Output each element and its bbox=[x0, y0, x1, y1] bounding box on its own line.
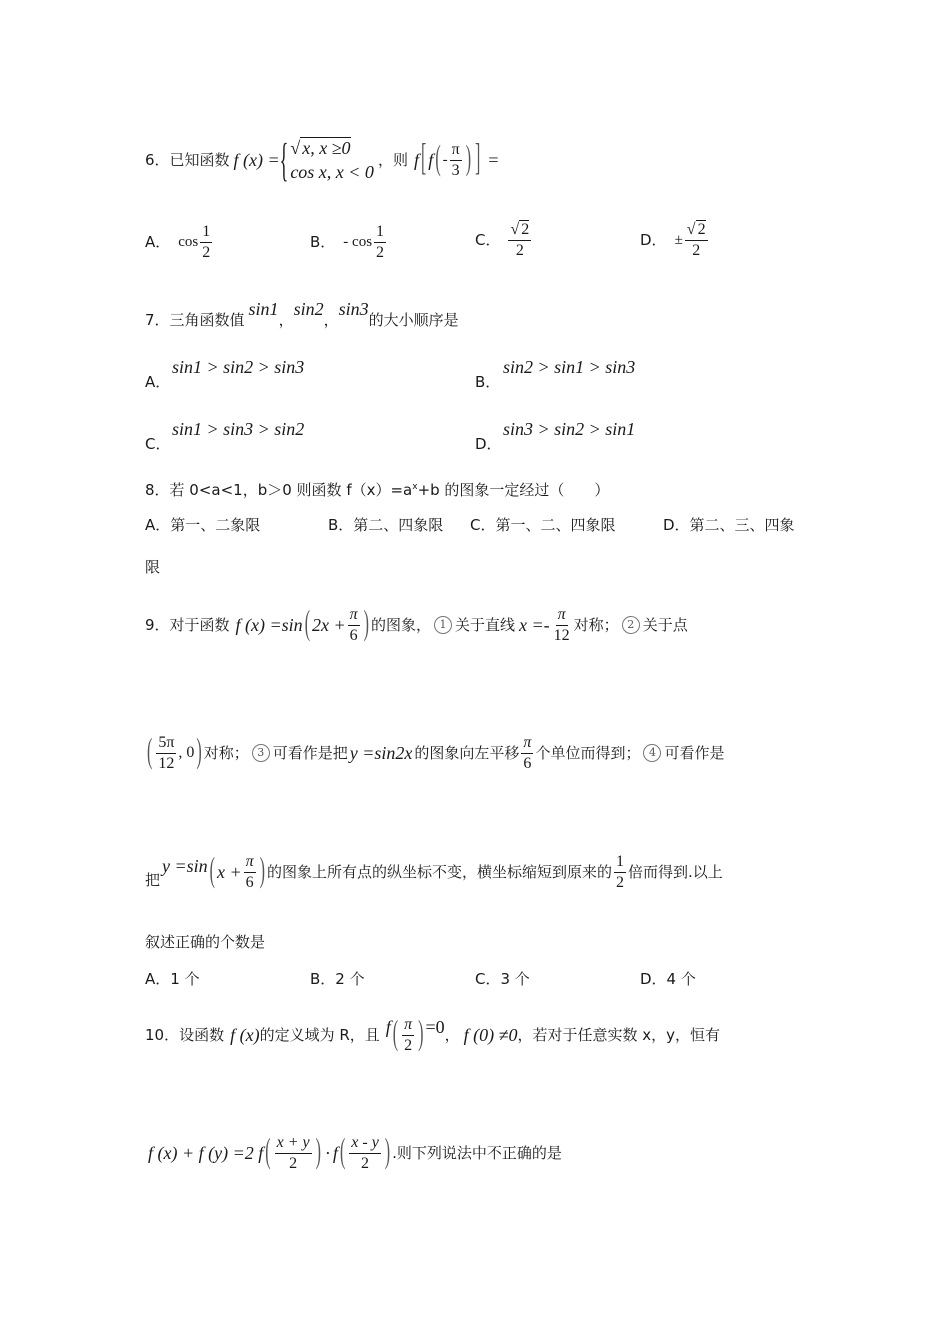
q9-line1: 9．对于函数 f (x) =sin ( 2x + $\frac{\pi}{6}$ ) 的图象， 1 关于直线 x =- $\frac{\pi}{12}$ 对称； 2 关于点 bbox=[145, 605, 688, 644]
q6-cases: √ x, x ≥0 cos x, x < 0 bbox=[290, 136, 374, 185]
q6-f-inner: f bbox=[428, 150, 434, 170]
q6-option-a[interactable]: A． cos $\frac{1}{2}$ bbox=[145, 222, 211, 261]
q9-line4: 叙述正确的个数是 bbox=[145, 933, 266, 951]
q6-stem: 6．已知函数 f (x) = { √ x, x ≥0 cos x, x < 0 ，则 f [ f ( - $\frac{\pi}{3}$ ) ] = bbox=[145, 134, 499, 186]
q6-f-outer: f bbox=[413, 150, 419, 170]
circled-2: 2 bbox=[622, 616, 640, 634]
q6-minus: - bbox=[442, 151, 448, 168]
q6-mid: ，则 bbox=[377, 150, 408, 169]
q10-line1: 10．设函数 f (x) 的定义域为 R，且 f ( $\frac{\pi}{2}$ ) =0 ， f (0) ≠0 ，若对于任意实数 x，y，恒有 bbox=[145, 1015, 721, 1054]
q6-pi-frac: $\frac{\pi}{3}$ bbox=[451, 140, 460, 179]
q8-option-c[interactable]: C．第一、二、四象限 bbox=[470, 516, 616, 534]
circled-3: 3 bbox=[252, 744, 270, 762]
q6-case1: x, x ≥0 bbox=[302, 137, 351, 158]
q6-option-c[interactable]: C． $\frac{√ 2}{2}$ bbox=[475, 220, 530, 259]
q6-brace: { bbox=[279, 134, 289, 186]
q8-option-b[interactable]: B．第二、四象限 bbox=[328, 516, 444, 534]
q6-prefix: 6．已知函数 bbox=[145, 150, 230, 169]
q8-stem: 8．若 0<a<1，b＞0 则函数 $f(x)=a^x+b$ 的图象一定经过（ ） bbox=[145, 481, 610, 499]
q9-option-d[interactable]: D．4 个 bbox=[640, 970, 696, 988]
q6-case2: cos x, x < 0 bbox=[290, 162, 374, 182]
q6-fx: f (x) = bbox=[233, 150, 280, 170]
q8-option-d[interactable]: D．第二、三、四象 bbox=[663, 516, 795, 534]
circled-1: 1 bbox=[434, 616, 452, 634]
q9-line3: 把 y =sin ( x + $\frac{\pi}{6}$ ) 的图象上所有点的纵坐标不变，横坐标缩短到原来的 $\frac{1}{2}$ 倍而得到 .以上 bbox=[145, 852, 723, 891]
q9-option-a[interactable]: A．1 个 bbox=[145, 970, 200, 988]
q8-wrap: 限 bbox=[145, 558, 161, 576]
circled-4: 4 bbox=[643, 744, 661, 762]
q9-option-b[interactable]: B．2 个 bbox=[310, 970, 365, 988]
q6-eq: = bbox=[488, 150, 499, 170]
q6-option-b[interactable]: B． - cos $\frac{1}{2}$ bbox=[310, 222, 385, 261]
q10-line2: f (x) + f (y) =2 f ( $\frac{x + y}{2}$ ) · f ( $\frac{x - y}{2}$ ) .则下列说法中不正确的是 bbox=[148, 1133, 562, 1172]
q8-option-a[interactable]: A．第一、二象限 bbox=[145, 516, 261, 534]
q9-option-c[interactable]: C．3 个 bbox=[475, 970, 530, 988]
q9-line2: ( $\frac{5\pi}{12}$ , 0 ) 对称； 3 可看作是把 y =sin2x 的图象向左平移 $\frac{\pi}{6}$ 个单位而得到； 4 可看作是 bbox=[147, 733, 725, 772]
q7-stem: 7．三角函数值 sin1 ， sin2 ， sin3 的大小顺序是 bbox=[145, 299, 459, 329]
q6-option-d[interactable]: D． ± $\frac{√ 2}{2}$ bbox=[640, 220, 706, 259]
